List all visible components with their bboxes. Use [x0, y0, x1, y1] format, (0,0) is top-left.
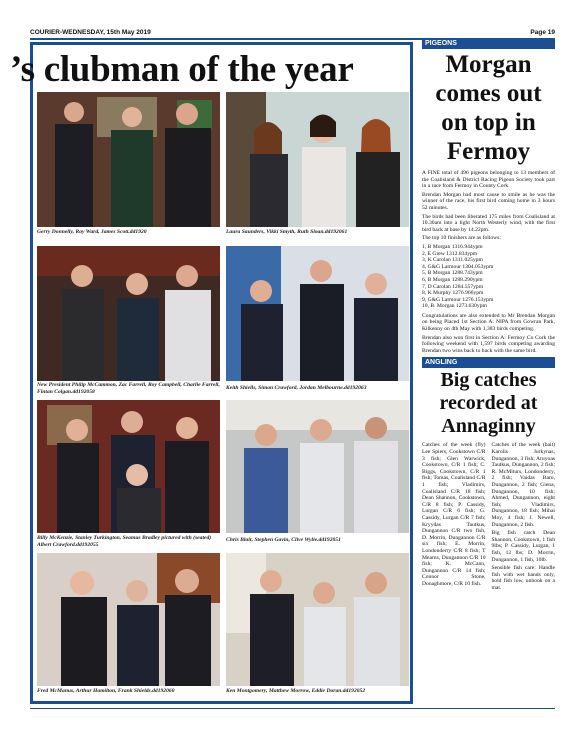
pigeons-headline	[422, 50, 555, 166]
result-item: 2, E Grew 1312.834ypm	[422, 250, 478, 257]
article-paragraph: Brendan also won first in Section A: Fermoy Co Cork the following weekend with 1,597 birds competing awarding Brendan two wins back to back with the same bird.	[422, 334, 555, 354]
result-item: 7, D Carolan 1284.557ypm	[422, 283, 484, 290]
result-item: 6, B Morgan 1288.290ypm	[422, 276, 483, 283]
angling-headline	[422, 369, 555, 438]
article-paragraph: Brendan Morgan had most cause to smile as he was the winner of the race, his first bird coming home in 3 hours 52 minutes.	[422, 191, 555, 211]
photo-8	[226, 553, 409, 686]
photo-3-caption: New President Philip McCammon, Zac Farrell, Roy Campbell, Charlie Farrell, Fintan Colgan.dd192058	[37, 382, 220, 395]
photo-2-caption: Laura Saunders, Vikki Smyth, Ruth Sloan.dd192061	[226, 229, 348, 235]
result-item: 4, G&G Larmour 1304.053ypm	[422, 263, 494, 270]
photo-7	[37, 553, 220, 686]
photo-6	[226, 400, 409, 533]
article-paragraph: Sensible fish care: Handle fish with wet hands only, hold fish low, unhook on a mat.	[491, 565, 555, 591]
angling-headline-line: Big catches	[440, 369, 537, 392]
photo-2	[226, 92, 409, 227]
publication-line: COURIER-WEDNESDAY, 15th May 2019	[30, 29, 151, 36]
result-item: 5, B Morgan 1288.743ypm	[422, 270, 483, 277]
pigeons-headline-line: Morgan	[445, 51, 532, 78]
angling-headline-line: recorded at	[439, 392, 538, 415]
photo-7-caption: Fred McManus, Arthur Hamilton, Frank Shields.dd192060	[37, 688, 175, 694]
angling-section-label: ANGLING	[422, 357, 555, 368]
pigeons-headline-line: on top in	[441, 109, 536, 136]
photo-4-caption: Keith Shiells, Simon Crawford, Jordan Melbourne.dd192063	[226, 385, 367, 391]
photo-1	[37, 92, 220, 227]
photo-3	[37, 246, 220, 381]
page-number: Page 19	[530, 29, 555, 36]
feature-headline: ’s clubman of the year	[10, 49, 354, 90]
article-paragraph: Catches of the week (bait) Karolis Jurkynas, Dungannon, 3 fish; Aruyoas Tautkus, Dungannon, 2 fish; R. McMiturs, Londonderry, 2 fish; Vaidas Baro, Dungannon, 2 fish; Giena, Dungannon, 10 fish; Ahmed, Dungannon, eight fish; Vladimirs, Dungannon, 18 fish; Mihai Moy, 4 fish; J. Newell, Dungannon, 2 fish.	[491, 442, 555, 528]
photo-5	[37, 400, 220, 533]
result-item: 10, B. Morgan 1273.630ypm	[422, 303, 487, 310]
article-paragraph: The top 10 finishers are as follows:	[422, 235, 501, 242]
pigeons-headline-line: Fermoy	[446, 138, 531, 165]
pigeons-headline-line: comes out	[435, 80, 542, 107]
footer-rule	[30, 708, 555, 709]
result-item: 9, G&G Larmour 1276.153ypm	[422, 296, 494, 303]
result-item: 1, B Morgan 1316.944ypm	[422, 243, 483, 250]
article-paragraph: Congratulations are also extended to Mr Brendan Morgan on being Placed 1st Section A: NIPA from Gowran Park, Kilkenny on 4th May with 1,383 birds competing.	[422, 312, 555, 333]
right-column	[422, 38, 555, 594]
article-paragraph: Catches of the week (fly) Lee Spiers, Cookstown C/R 3 fish; Glen Warwick, Cookstown, C/R 1 fish; C. Biggs, Cookstown, C/R 1 fish; Tomas, Coalisland C/R 1 fish; Vladimirs, Coalisland C/R 18 fish; Dean Shannon, Cookstown, C/R 8 fish; P. Cassidy, Lurgan C/R 6 fish; G. Cassidy, Lurgan C/R 7 fish; Kryydas Tautkus, Dungannon C/R two fish, D. Morrin, Dungannon C/R six fish; E. Morrin, Londonderry C/R 8 fish; T Mearns, Dungannon C/R 10 fish; K. McCann, Dungannon C/R 14 fish; Connor Stone, Donaghmore, C/R 10 fish.	[422, 442, 486, 587]
article-paragraph: Big fish catch Dean Shannon, Cookstown, 1 fish 9lbs; P. Cassidy, Lurgan, 1 fish, 12 lbs; D. Morrin, Dungannon, 1 fish, 10lb.	[491, 530, 555, 563]
result-item: 3, K Carolan 1311.025ypm	[422, 257, 483, 264]
angling-col-2	[492, 442, 556, 593]
photo-8-caption: Ken Montgomery, Matthew Morrow, Eddie Doran.dd192052	[226, 688, 366, 694]
photo-1-caption: Gerry Donnelly, Roy Ward, James Scott.dd1920	[37, 229, 147, 235]
article-paragraph: A FINE total of 496 pigeons belonging to 13 members of the Coalisland & District Racing Pigeon Society took part in a race from Fermoy in County Cork.	[422, 170, 555, 190]
angling-headline-line: Annaginny	[441, 415, 536, 438]
result-item: 8, K Murphy 1276.966ypm	[422, 290, 484, 297]
photo-6-caption: Chris Blair, Stephen Gavin, Clive Wylie.dd192051	[226, 537, 341, 543]
pigeons-article	[422, 170, 555, 354]
results-list	[422, 244, 555, 310]
pigeons-section-label: PIGEONS	[422, 38, 555, 49]
article-paragraph: The birds had been liberated 175 miles from Coalisland at 10.30am into a light North Westerly wind, with the first bird back at base by 14.22pm.	[422, 213, 555, 233]
angling-article	[422, 442, 555, 593]
photo-5-caption: Billy McKenzie, Stanley Turkington, Seamus Bradley pictured with (seated) Albert Crawford.dd192055	[37, 535, 212, 548]
photo-4	[226, 246, 409, 381]
angling-col-1	[422, 442, 486, 593]
